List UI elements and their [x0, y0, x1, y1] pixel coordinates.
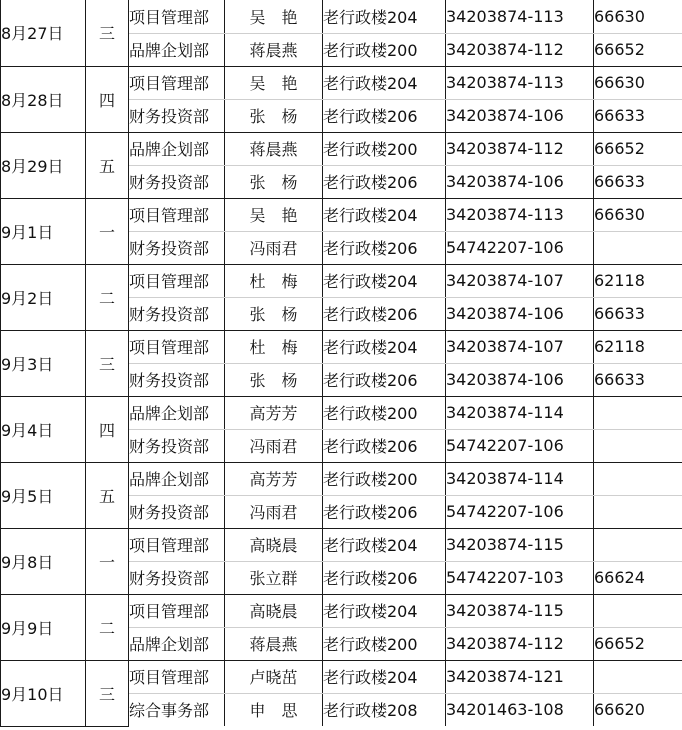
weekday-cell: 二: [86, 264, 129, 330]
table-row: [1, 0, 682, 33]
weekday-cell: 一: [86, 198, 129, 264]
extension-cell: 62118: [594, 264, 682, 297]
location-cell: 老行政楼204: [323, 528, 446, 561]
phone-cell: 34203874-114: [446, 396, 594, 429]
location-cell: 老行政楼200: [323, 33, 446, 66]
extension-cell: 66652: [594, 132, 682, 165]
phone-cell: 54742207-106: [446, 231, 594, 264]
phone-cell: 34203874-113: [446, 0, 594, 33]
extension-cell: 66624: [594, 561, 682, 594]
person-cell: 吴 艳: [225, 0, 323, 33]
location-cell: 老行政楼204: [323, 264, 446, 297]
location-cell: 老行政楼206: [323, 99, 446, 132]
department-cell: 财务投资部: [129, 231, 225, 264]
person-cell: 卢晓茁: [225, 660, 323, 693]
person-cell: 冯雨君: [225, 231, 323, 264]
department-cell: 项目管理部: [129, 264, 225, 297]
person-cell: 杜 梅: [225, 330, 323, 363]
location-cell: 老行政楼206: [323, 297, 446, 330]
department-cell: 项目管理部: [129, 66, 225, 99]
table-row: [1, 396, 682, 429]
date-cell: 8月27日: [1, 0, 86, 66]
phone-cell: 34203874-106: [446, 165, 594, 198]
extension-cell: 66633: [594, 363, 682, 396]
extension-cell: [594, 231, 682, 264]
department-cell: 综合事务部: [129, 693, 225, 726]
table-row: [1, 528, 682, 561]
phone-cell: 54742207-106: [446, 495, 594, 528]
phone-cell: 34203874-113: [446, 198, 594, 231]
phone-cell: 34203874-115: [446, 528, 594, 561]
phone-cell: 34203874-112: [446, 627, 594, 660]
phone-cell: 34203874-107: [446, 330, 594, 363]
duty-schedule-body: [1, 0, 682, 726]
department-cell: 财务投资部: [129, 99, 225, 132]
person-cell: 张 杨: [225, 165, 323, 198]
table-row: [1, 660, 682, 693]
location-cell: 老行政楼204: [323, 66, 446, 99]
weekday-cell: 三: [86, 330, 129, 396]
phone-cell: 34203874-114: [446, 462, 594, 495]
phone-cell: 34203874-115: [446, 594, 594, 627]
person-cell: 高晓晨: [225, 528, 323, 561]
person-cell: 高芳芳: [225, 462, 323, 495]
extension-cell: 66633: [594, 297, 682, 330]
extension-cell: 62118: [594, 330, 682, 363]
extension-cell: [594, 462, 682, 495]
person-cell: 蒋晨燕: [225, 33, 323, 66]
table-row: [1, 66, 682, 99]
location-cell: 老行政楼204: [323, 0, 446, 33]
location-cell: 老行政楼206: [323, 231, 446, 264]
location-cell: 老行政楼206: [323, 165, 446, 198]
department-cell: 财务投资部: [129, 297, 225, 330]
phone-cell: 34203874-106: [446, 363, 594, 396]
person-cell: 蒋晨燕: [225, 132, 323, 165]
location-cell: 老行政楼206: [323, 495, 446, 528]
extension-cell: 66620: [594, 693, 682, 726]
person-cell: 张 杨: [225, 99, 323, 132]
extension-cell: [594, 429, 682, 462]
date-cell: 8月28日: [1, 66, 86, 132]
department-cell: 品牌企划部: [129, 33, 225, 66]
phone-cell: 34203874-113: [446, 66, 594, 99]
date-cell: 9月9日: [1, 594, 86, 660]
department-cell: 项目管理部: [129, 528, 225, 561]
date-cell: 9月3日: [1, 330, 86, 396]
extension-cell: [594, 528, 682, 561]
extension-cell: [594, 594, 682, 627]
location-cell: 老行政楼204: [323, 594, 446, 627]
department-cell: 财务投资部: [129, 429, 225, 462]
location-cell: 老行政楼200: [323, 132, 446, 165]
location-cell: 老行政楼204: [323, 660, 446, 693]
department-cell: 品牌企划部: [129, 627, 225, 660]
person-cell: 吴 艳: [225, 66, 323, 99]
weekday-cell: 四: [86, 396, 129, 462]
extension-cell: [594, 495, 682, 528]
person-cell: 蒋晨燕: [225, 627, 323, 660]
weekday-cell: 五: [86, 132, 129, 198]
table-row: [1, 330, 682, 363]
department-cell: 财务投资部: [129, 165, 225, 198]
extension-cell: 66633: [594, 165, 682, 198]
location-cell: 老行政楼200: [323, 462, 446, 495]
extension-cell: 66652: [594, 627, 682, 660]
weekday-cell: 一: [86, 528, 129, 594]
phone-cell: 34203874-106: [446, 99, 594, 132]
extension-cell: 66630: [594, 66, 682, 99]
department-cell: 项目管理部: [129, 594, 225, 627]
person-cell: 冯雨君: [225, 429, 323, 462]
person-cell: 杜 梅: [225, 264, 323, 297]
extension-cell: 66633: [594, 99, 682, 132]
phone-cell: 54742207-103: [446, 561, 594, 594]
person-cell: 高芳芳: [225, 396, 323, 429]
location-cell: 老行政楼204: [323, 198, 446, 231]
phone-cell: 34201463-108: [446, 693, 594, 726]
date-cell: 9月2日: [1, 264, 86, 330]
weekday-cell: 三: [86, 660, 129, 726]
department-cell: 品牌企划部: [129, 462, 225, 495]
location-cell: 老行政楼206: [323, 363, 446, 396]
location-cell: 老行政楼204: [323, 330, 446, 363]
weekday-cell: 四: [86, 66, 129, 132]
weekday-cell: 五: [86, 462, 129, 528]
phone-cell: 34203874-112: [446, 33, 594, 66]
person-cell: 申 思: [225, 693, 323, 726]
location-cell: 老行政楼200: [323, 396, 446, 429]
date-cell: 9月8日: [1, 528, 86, 594]
person-cell: 张 杨: [225, 363, 323, 396]
table-row: [1, 198, 682, 231]
phone-cell: 34203874-106: [446, 297, 594, 330]
date-cell: 9月4日: [1, 396, 86, 462]
person-cell: 张立群: [225, 561, 323, 594]
department-cell: 品牌企划部: [129, 396, 225, 429]
date-cell: 8月29日: [1, 132, 86, 198]
extension-cell: 66652: [594, 33, 682, 66]
table-row: [1, 594, 682, 627]
location-cell: 老行政楼206: [323, 429, 446, 462]
department-cell: 项目管理部: [129, 198, 225, 231]
person-cell: 张 杨: [225, 297, 323, 330]
department-cell: 财务投资部: [129, 495, 225, 528]
person-cell: 吴 艳: [225, 198, 323, 231]
phone-cell: 34203874-107: [446, 264, 594, 297]
person-cell: 冯雨君: [225, 495, 323, 528]
location-cell: 老行政楼208: [323, 693, 446, 726]
extension-cell: 66630: [594, 0, 682, 33]
phone-cell: 54742207-106: [446, 429, 594, 462]
date-cell: 9月1日: [1, 198, 86, 264]
extension-cell: 66630: [594, 198, 682, 231]
extension-cell: [594, 660, 682, 693]
table-row: [1, 132, 682, 165]
extension-cell: [594, 396, 682, 429]
phone-cell: 34203874-121: [446, 660, 594, 693]
table-row: [1, 264, 682, 297]
table-row: [1, 462, 682, 495]
weekday-cell: 三: [86, 0, 129, 66]
date-cell: 9月10日: [1, 660, 86, 726]
department-cell: 项目管理部: [129, 330, 225, 363]
department-cell: 财务投资部: [129, 561, 225, 594]
department-cell: 品牌企划部: [129, 132, 225, 165]
person-cell: 高晓晨: [225, 594, 323, 627]
date-cell: 9月5日: [1, 462, 86, 528]
department-cell: 项目管理部: [129, 0, 225, 33]
location-cell: 老行政楼200: [323, 627, 446, 660]
location-cell: 老行政楼206: [323, 561, 446, 594]
weekday-cell: 二: [86, 594, 129, 660]
department-cell: 项目管理部: [129, 660, 225, 693]
phone-cell: 34203874-112: [446, 132, 594, 165]
department-cell: 财务投资部: [129, 363, 225, 396]
